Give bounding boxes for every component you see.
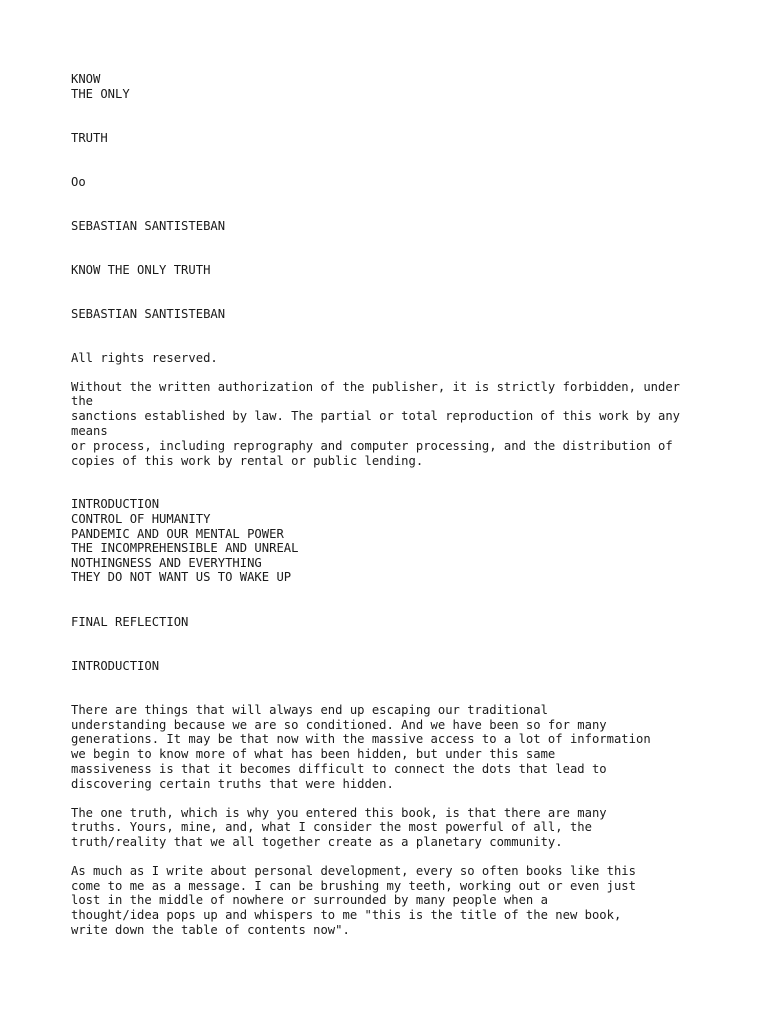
intro-paragraph-1-line: There are things that will always end up escaping our traditional (71, 703, 548, 717)
intro-paragraph-3-line: write down the table of contents now". (71, 923, 350, 937)
copyright-line: sanctions established by law. The partial or total reproduction of this work by any (71, 409, 681, 423)
intro-paragraph-3-line: thought/idea pops up and whispers to me "this is the title of the new book, (71, 908, 622, 922)
book-author: SEBASTIAN SANTISTEBAN (71, 307, 226, 321)
title-line-the-only: THE ONLY (71, 87, 130, 101)
toc-item-introduction: INTRODUCTION (71, 497, 160, 511)
toc-item-nothingness: NOTHINGNESS AND EVERYTHING (71, 556, 262, 570)
toc-item-final-reflection: FINAL REFLECTION (71, 615, 189, 629)
intro-paragraph-1-line: generations. It may be that now with the massive access to a lot of information (71, 732, 651, 746)
intro-paragraph-1-line: massiveness is that it becomes difficult to connect the dots that lead to (71, 762, 607, 776)
author-name: SEBASTIAN SANTISTEBAN (71, 219, 226, 233)
toc-item-pandemic: PANDEMIC AND OUR MENTAL POWER (71, 527, 284, 541)
copyright-line: copies of this work by rental or public lending. (71, 454, 424, 468)
book-title: KNOW THE ONLY TRUTH (71, 263, 211, 277)
copyright-line: the (71, 394, 94, 408)
intro-paragraph-1-line: understanding because we are so conditioned. And we have been so for many (71, 718, 607, 732)
toc-item-wake-up: THEY DO NOT WANT US TO WAKE UP (71, 570, 292, 584)
rights-reserved: All rights reserved. (71, 351, 218, 365)
intro-paragraph-2-line: truth/reality that we all together create as a planetary community. (71, 835, 563, 849)
copyright-line: or process, including reprography and computer processing, and the distribution of (71, 439, 673, 453)
copyright-line: Without the written authorization of the publisher, it is strictly forbidden, under (71, 380, 681, 394)
title-line-truth: TRUTH (71, 131, 108, 145)
intro-paragraph-2-line: The one truth, which is why you entered this book, is that there are many (71, 806, 607, 820)
copyright-line: means (71, 424, 108, 438)
intro-paragraph-3-line: lost in the middle of nowhere or surrounded by many people when a (71, 893, 548, 907)
intro-paragraph-1-line: we begin to know more of what has been hidden, but under this same (71, 747, 556, 761)
intro-paragraph-1-line: discovering certain truths that were hidden. (71, 777, 394, 791)
intro-paragraph-2-line: truths. Yours, mine, and, what I consider the most powerful of all, the (71, 820, 592, 834)
intro-paragraph-3-line: come to me as a message. I can be brushing my teeth, working out or even just (71, 879, 636, 893)
title-line-oo: Oo (71, 175, 86, 189)
intro-paragraph-3-line: As much as I write about personal development, every so often books like this (71, 864, 636, 878)
toc-item-incomprehensible: THE INCOMPREHENSIBLE AND UNREAL (71, 541, 299, 555)
title-line-know: KNOW (71, 72, 101, 86)
toc-item-control-of-humanity: CONTROL OF HUMANITY (71, 512, 211, 526)
introduction-heading: INTRODUCTION (71, 659, 160, 673)
